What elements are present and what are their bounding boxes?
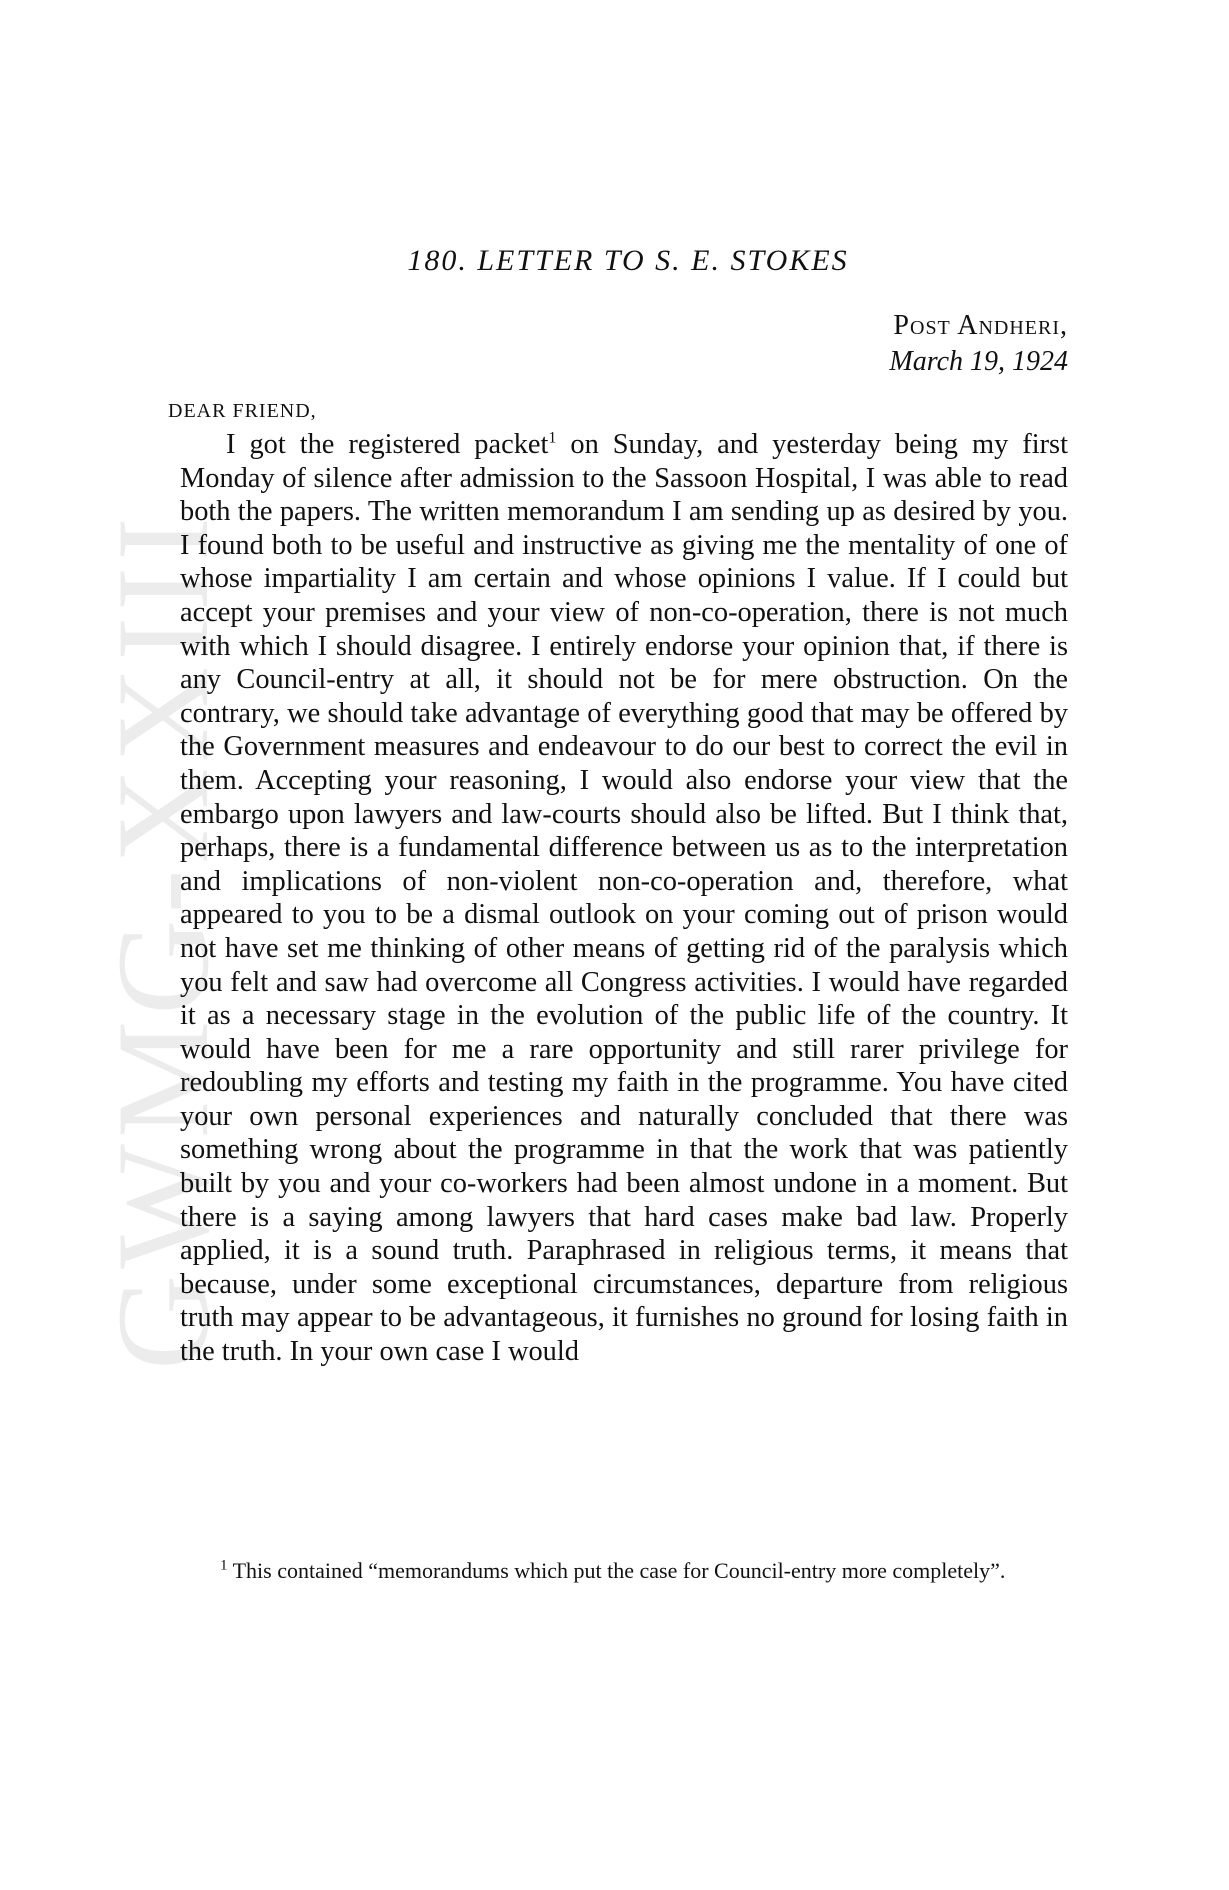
footnote-mark: 1 xyxy=(220,1557,228,1574)
footnote-reference: 1 xyxy=(548,429,557,447)
footnote-text: This contained “memorandums which put the case for Council-entry more completely”. xyxy=(227,1558,1006,1583)
body-text-start: I got the registered packet xyxy=(226,429,549,460)
watermark-text: GWMG-XXIII xyxy=(89,510,237,1370)
salutation: DEAR FRIEND, xyxy=(168,400,317,422)
body-text-rest: on Sunday, and yesterday being my first Monday of silence after admission to the Sassoon Hospital, I was able to read both the papers. The written memorandum I am sending up as desired by you. I found both to be useful and instructive as giving me the mentality of one of whose impartiality I am certain and whose opinions I value. If I could but accept your premises and your view of non-co-operation, there is not much with which I should disagree. I entirely endorse your opinion that, if there is any Council-entry at all, it should not be for mere obstruction. On the contrary, we should take advantage of everything good that may be offered by the Government measures and endeavour to do our best to correct the evil in them. Accepting your reasoning, I would also endorse your view that the embargo upon lawyers and law-courts should also be lifted. But I think that, perhaps, there is a fundamental difference between us as to the interpretation and implications of non-violent non-co-operation and, therefore, what appeared to you to be a dismal outlook on your coming out of prison would not have set me thinking of other means of getting rid of the paralysis which you felt and saw had overcome all Congress activities. I would have regarded it as a necessary stage in the evolution of the public life of the country. It would have been for me a rare opportunity and still rarer privilege for redoubling my efforts and testing my faith in the programme. You have cited your own personal experiences and naturally concluded that there was something wrong about the programme in that the work that was patiently built by you and your co-workers had been almost undone in a moment. But there is a saying among lawyers that hard cases make bad law. Properly applied, it is a sound truth. Paraphrased in religious terms, it means that because, under some exceptional circumstances, departure from religious truth may appear to be advantageous, it furnishes no ground for losing faith in the truth. In your own case I would xyxy=(180,429,1068,1368)
letter-title: 180. LETTER TO S. E. STOKES xyxy=(407,244,849,277)
letter-body xyxy=(180,428,1068,1369)
letter-place: Post Andheri, xyxy=(893,310,1068,341)
letter-date: March 19, 1924 xyxy=(889,346,1068,377)
footnote xyxy=(152,1556,1056,1586)
